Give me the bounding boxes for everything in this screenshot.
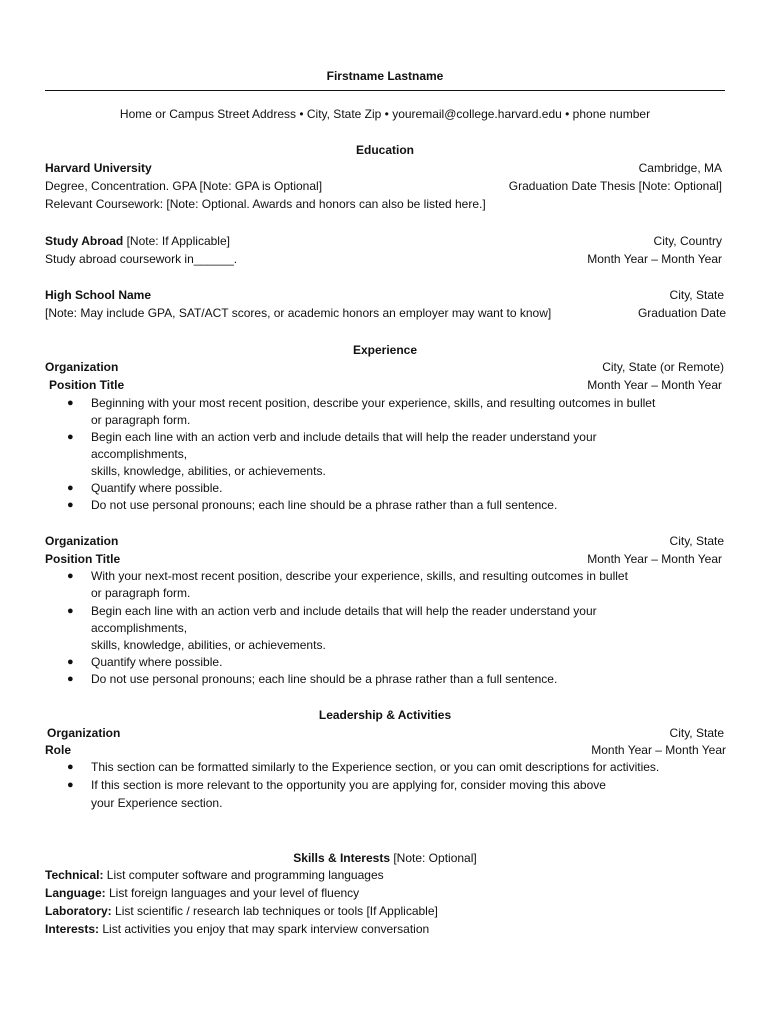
experience-1-bullet-text: Do not use personal pronouns; each line should be a phrase rather than a full sentence.	[91, 498, 558, 512]
experience-2-bullet-text: With your next-most recent position, describe your experience, skills, and resulting outcomes in bullet	[91, 569, 628, 583]
experience-1-position: Position Title	[49, 378, 125, 392]
leadership-organization: Organization	[47, 726, 121, 740]
high-school-graduation: Graduation Date	[637, 306, 726, 320]
bullet-icon: ●	[67, 761, 74, 773]
skills-technical	[45, 867, 384, 883]
study-abroad-location: City, Country	[653, 234, 722, 248]
bullet-icon: ●	[67, 656, 74, 668]
experience-2-bullet-text: Do not use personal pronouns; each line should be a phrase rather than a full sentence.	[91, 672, 558, 686]
study-abroad-title: Study Abroad	[45, 234, 124, 248]
experience-1-bullet-text: Begin each line with an action verb and include details that will help the reader understand your	[91, 430, 597, 444]
experience-2-organization: Organization	[45, 534, 119, 548]
leadership-bullet-text: your Experience section.	[91, 796, 223, 810]
study-abroad-coursework: Study abroad coursework in______.	[45, 252, 238, 266]
contact-line: Home or Campus Street Address • City, State Zip • youremail@college.harvard.edu • phone number	[119, 107, 651, 121]
skills-interests	[45, 921, 429, 937]
degree-line: Degree, Concentration. GPA [Note: GPA is Optional]	[45, 179, 323, 193]
skills-heading: Skills & Interests	[293, 851, 390, 865]
experience-2-bullet-text: accomplishments,	[91, 621, 188, 635]
school-name: Harvard University	[45, 161, 152, 175]
experience-1-bullet-text: accomplishments,	[91, 447, 188, 461]
skills-laboratory-text: List scientific / research lab techniques or tools [If Applicable]	[111, 904, 438, 918]
skills-technical-text: List computer software and programming languages	[103, 868, 384, 882]
graduation-thesis: Graduation Date Thesis [Note: Optional]	[508, 179, 722, 193]
experience-1-bullet-text: Beginning with your most recent position, describe your experience, skills, and resulting outcomes in bullet	[91, 396, 656, 410]
high-school-location: City, State	[669, 288, 724, 302]
skills-laboratory	[45, 903, 438, 919]
relevant-coursework: Relevant Coursework: [Note: Optional. Awards and honors can also be listed here.]	[45, 197, 486, 211]
skills-interests-label: Interests:	[45, 922, 100, 936]
study-abroad-note: [Note: If Applicable]	[123, 234, 230, 248]
experience-2-bullet-text: or paragraph form.	[91, 586, 191, 600]
skills-heading-line	[0, 850, 770, 866]
leadership-heading: Leadership & Activities	[318, 708, 452, 722]
bullet-icon: ●	[67, 779, 74, 791]
leadership-role: Role	[45, 743, 72, 757]
experience-2-dates: Month Year – Month Year	[587, 552, 722, 566]
bullet-icon: ●	[67, 605, 74, 617]
high-school-note: [Note: May include GPA, SAT/ACT scores, or academic honors an employer may want to know]	[45, 306, 552, 320]
bullet-icon: ●	[67, 499, 74, 511]
experience-heading: Experience	[352, 343, 418, 357]
experience-2-bullet-text: Begin each line with an action verb and include details that will help the reader understand your	[91, 604, 597, 618]
study-abroad-dates: Month Year – Month Year	[587, 252, 722, 266]
experience-1-bullet-text: Quantify where possible.	[91, 481, 223, 495]
leadership-dates: Month Year – Month Year	[591, 743, 726, 757]
school-location: Cambridge, MA	[638, 161, 722, 175]
skills-laboratory-label: Laboratory:	[45, 904, 112, 918]
skills-interests-text: List activities you enjoy that may spark interview conversation	[99, 922, 430, 936]
leadership-location: City, State	[669, 726, 724, 740]
leadership-bullet-text: If this section is more relevant to the opportunity you are applying for, consider moving this above	[91, 778, 606, 792]
experience-1-dates: Month Year – Month Year	[587, 378, 722, 392]
header-divider	[45, 90, 725, 91]
experience-1-bullet-text: skills, knowledge, abilities, or achievements.	[91, 464, 326, 478]
education-heading: Education	[355, 143, 414, 157]
experience-2-position: Position Title	[45, 552, 121, 566]
leadership-bullet-text: This section can be formatted similarly to the Experience section, or you can omit descriptions for activities.	[91, 760, 660, 774]
skills-technical-label: Technical:	[45, 868, 104, 882]
skills-language-text: List foreign languages and your level of fluency	[105, 886, 360, 900]
skills-language-label: Language:	[45, 886, 106, 900]
study-abroad-line	[45, 233, 230, 249]
bullet-icon: ●	[67, 431, 74, 443]
skills-heading-note: [Note: Optional]	[390, 851, 477, 865]
experience-1-location: City, State (or Remote)	[602, 360, 724, 374]
experience-1-organization: Organization	[45, 360, 119, 374]
high-school-name: High School Name	[45, 288, 152, 302]
skills-language	[45, 885, 359, 901]
bullet-icon: ●	[67, 397, 74, 409]
experience-2-bullet-text: skills, knowledge, abilities, or achievements.	[91, 638, 326, 652]
candidate-name: Firstname Lastname	[326, 69, 444, 83]
experience-2-bullet-text: Quantify where possible.	[91, 655, 223, 669]
bullet-icon: ●	[67, 570, 74, 582]
bullet-icon: ●	[67, 673, 74, 685]
bullet-icon: ●	[67, 482, 74, 494]
experience-1-bullet-text: or paragraph form.	[91, 413, 191, 427]
experience-2-location: City, State	[669, 534, 724, 548]
